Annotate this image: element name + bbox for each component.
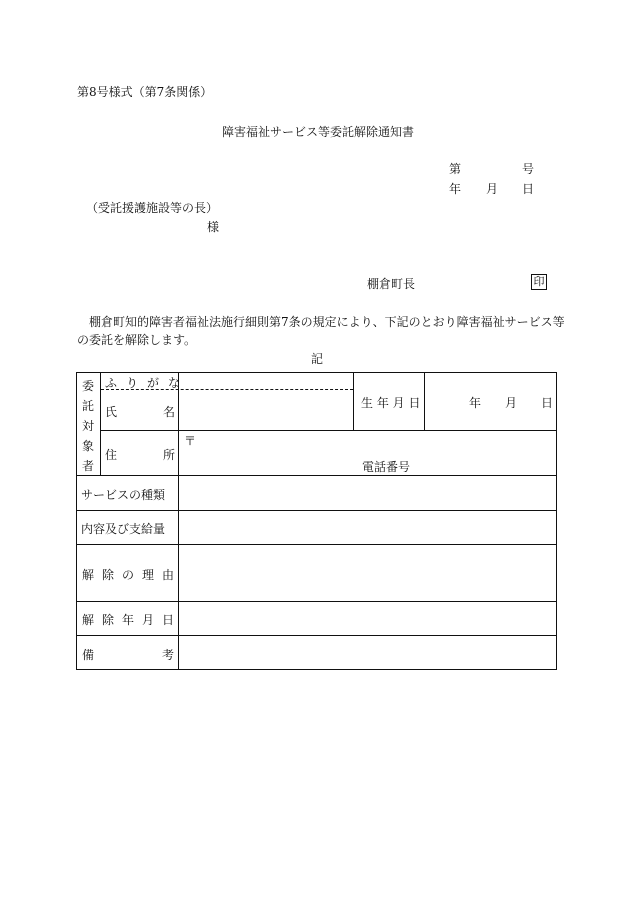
postal-mark: 〒	[184, 434, 197, 448]
side-label-char: 象	[82, 439, 95, 453]
birth-month-label: 月	[505, 396, 518, 410]
cancel-reason-char: 除	[102, 568, 115, 582]
cancel-reason-char: 由	[162, 568, 175, 582]
body-paragraph-line2: の委託を解除します。	[77, 333, 197, 347]
cancel-date-char: 解	[82, 613, 95, 627]
side-label-char: 者	[82, 459, 95, 473]
name-input[interactable]	[179, 390, 353, 430]
furigana-char: ふ	[105, 376, 118, 390]
address-label-char: 住	[105, 448, 118, 462]
remarks-label-char: 備	[82, 648, 95, 662]
date-day-label: 日	[522, 182, 535, 196]
body-paragraph-line1: 棚倉町知的障害者福祉法施行細則第7条の規定により、下記のとおり障害福祉サービス等	[89, 315, 565, 329]
sender-name: 棚倉町長	[367, 277, 416, 291]
address-input[interactable]	[179, 431, 556, 475]
side-label-char: 託	[82, 399, 95, 413]
birth-date-label: 生 年 月 日	[361, 396, 421, 410]
honorific: 様	[207, 220, 220, 234]
cancel-date-input[interactable]	[179, 602, 556, 635]
content-amount-label: 内容及び支給量	[81, 522, 166, 536]
service-type-input[interactable]	[179, 476, 556, 510]
side-label-char: 委	[82, 379, 95, 393]
birth-day-label: 日	[541, 396, 554, 410]
cancel-date-char: 日	[162, 613, 175, 627]
side-label-char: 対	[82, 419, 95, 433]
cancel-reason-char: の	[122, 568, 135, 582]
seal-stamp: 印	[531, 274, 547, 290]
form-number: 第8号様式（第7条関係）	[77, 85, 213, 99]
date-month-label: 月	[486, 182, 499, 196]
furigana-char: り	[126, 376, 139, 390]
cancel-reason-char: 理	[142, 568, 155, 582]
birth-date-input[interactable]	[425, 373, 556, 430]
cancel-reason-char: 解	[82, 568, 95, 582]
furigana-input[interactable]	[179, 373, 353, 389]
recipient-label: （受託援護施設等の長）	[86, 201, 219, 215]
name-label-char: 名	[163, 405, 176, 419]
number-prefix: 第	[449, 162, 462, 176]
furigana-char: な	[168, 376, 181, 390]
document-title: 障害福祉サービス等委託解除通知書	[222, 125, 415, 139]
phone-label: 電話番号	[362, 460, 411, 474]
birth-year-label: 年	[469, 396, 482, 410]
remarks-input[interactable]	[179, 636, 556, 669]
name-label-char: 氏	[105, 405, 118, 419]
cancel-date-char: 年	[122, 613, 135, 627]
details-table	[76, 372, 557, 670]
number-suffix: 号	[522, 162, 535, 176]
cancel-date-char: 除	[102, 613, 115, 627]
address-label-char: 所	[163, 448, 176, 462]
ki-label: 記	[311, 352, 324, 366]
date-year-label: 年	[449, 182, 462, 196]
remarks-label-char: 考	[162, 648, 175, 662]
content-amount-input[interactable]	[179, 511, 556, 544]
cancel-date-char: 月	[142, 613, 155, 627]
cancel-reason-input[interactable]	[179, 545, 556, 601]
service-type-label: サービスの種類	[81, 488, 166, 502]
furigana-char: が	[147, 376, 160, 390]
